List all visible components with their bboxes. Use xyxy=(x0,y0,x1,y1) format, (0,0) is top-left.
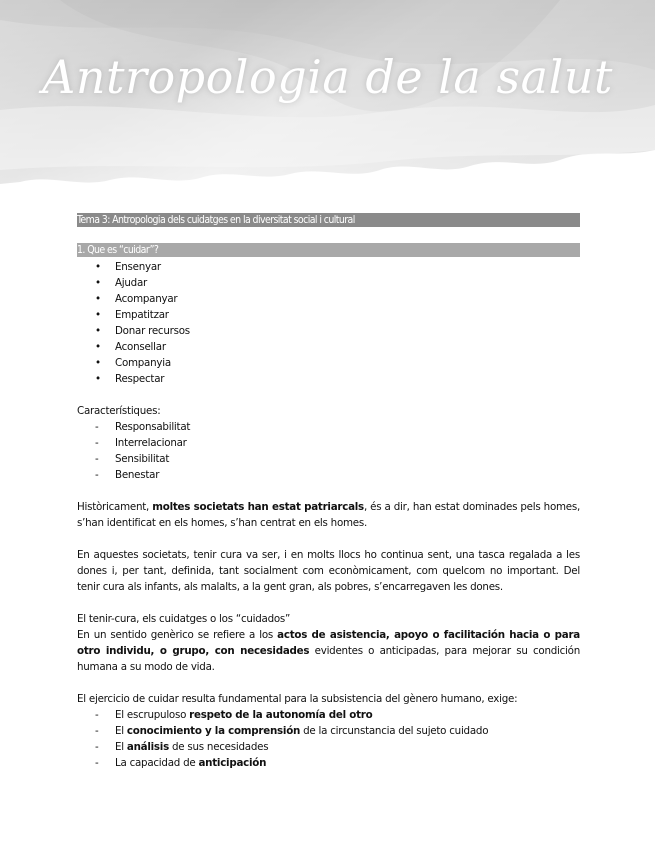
list-item xyxy=(77,451,580,467)
bold-text: conocimiento y la comprensión xyxy=(126,725,301,737)
bold-text: análisis xyxy=(126,741,169,753)
care-definition-paragraph xyxy=(77,627,580,675)
dash-marker: - xyxy=(95,453,99,465)
text-run: de sus necesidades xyxy=(168,741,269,753)
list-item-text: Benestar xyxy=(115,469,160,481)
text-run: El xyxy=(115,741,127,753)
characteristics-list xyxy=(77,419,580,483)
list-item-text: Aconsellar xyxy=(115,341,166,353)
care-terms-line: El tenir-cura, els cuidatges o los “cuidados” xyxy=(77,613,291,625)
bullet-marker: • xyxy=(95,325,101,337)
bullet-marker: • xyxy=(95,341,101,353)
text-run: En un sentido genèrico se refiere a los xyxy=(77,629,278,641)
dash-marker: - xyxy=(95,725,99,737)
list-item-text: Responsabilitat xyxy=(115,421,191,433)
bullet-marker: • xyxy=(95,277,101,289)
list-item xyxy=(77,739,580,755)
text-run: , és a dir, han estat dominades pels homes, s’han identificat en els homes, s’han centrat en els homes. xyxy=(77,501,580,529)
bold-text: moltes societats han estat patriarcals xyxy=(152,501,364,513)
list-item xyxy=(77,467,580,483)
text-run: evidentes o anticipadas, para mejorar su condición humana a su modo de vida. xyxy=(77,645,580,673)
bold-text: actos de asistencia, apoyo o facilitación hacia o para otro individu, o grupo, con necesidades xyxy=(77,629,580,657)
exercise-intro: El ejercicio de cuidar resulta fundamental para la subsistencia del gènero humano, exige: xyxy=(77,693,518,705)
section-heading: 1. Que es “cuidar”? xyxy=(77,243,580,257)
list-item xyxy=(77,435,580,451)
list-item xyxy=(77,707,580,723)
bullet-marker: • xyxy=(95,293,101,305)
dash-marker: - xyxy=(95,757,99,769)
societies-paragraph: En aquestes societats, tenir cura va ser, i en molts llocs ho continua sent, una tasca regalada a les dones i, per tant, definida, tant socialment com econòmicament, com quelcom no important. Del tenir cura als infants, als malalts, a la gent gran, als pobres, s’encarregaven les dones. xyxy=(77,549,580,593)
list-item xyxy=(77,355,580,371)
list-item-text: Companyia xyxy=(115,357,171,369)
banner-title: Antropologia de la salut xyxy=(42,50,613,104)
exercise-requirements-list xyxy=(77,707,580,771)
list-item xyxy=(77,723,580,739)
list-item xyxy=(77,323,580,339)
list-item xyxy=(77,755,580,771)
dash-marker: - xyxy=(95,421,99,433)
dash-marker: - xyxy=(95,709,99,721)
header-banner xyxy=(0,0,655,195)
list-item xyxy=(77,371,580,387)
list-item xyxy=(77,419,580,435)
list-item xyxy=(77,259,580,275)
list-item-text: Sensibilitat xyxy=(115,453,170,465)
dash-marker: - xyxy=(95,437,99,449)
text-run: de la circunstancia del sujeto cuidado xyxy=(300,725,489,737)
list-item-text: Empatitzar xyxy=(115,309,169,321)
list-item xyxy=(77,291,580,307)
bold-text: respeto de la autonomía del otro xyxy=(189,709,373,721)
document-body xyxy=(77,213,580,771)
list-item xyxy=(77,339,580,355)
list-item-text: Ensenyar xyxy=(115,261,161,273)
historic-paragraph xyxy=(77,499,580,531)
list-item-text: Ajudar xyxy=(115,277,148,289)
what-is-care-list xyxy=(77,259,580,387)
bullet-marker: • xyxy=(95,309,101,321)
bold-text: anticipación xyxy=(198,757,267,769)
dash-marker: - xyxy=(95,469,99,481)
list-item-text: Acompanyar xyxy=(115,293,178,305)
list-item xyxy=(77,307,580,323)
list-item-text: Respectar xyxy=(115,373,165,385)
list-item xyxy=(77,275,580,291)
list-item-text: Donar recursos xyxy=(115,325,190,337)
characteristics-label: Característiques: xyxy=(77,405,161,417)
topic-heading: Tema 3: Antropologia dels cuidatges en la diversitat social i cultural xyxy=(77,213,580,227)
list-item-text: Interrelacionar xyxy=(115,437,187,449)
bullet-marker: • xyxy=(95,357,101,369)
text-run: El xyxy=(115,725,127,737)
text-run: Històricament, xyxy=(77,501,153,513)
dash-marker: - xyxy=(95,741,99,753)
text-run: La capacidad de xyxy=(115,757,199,769)
text-run: El escrupuloso xyxy=(115,709,190,721)
bullet-marker: • xyxy=(95,373,101,385)
bullet-marker: • xyxy=(95,261,101,273)
